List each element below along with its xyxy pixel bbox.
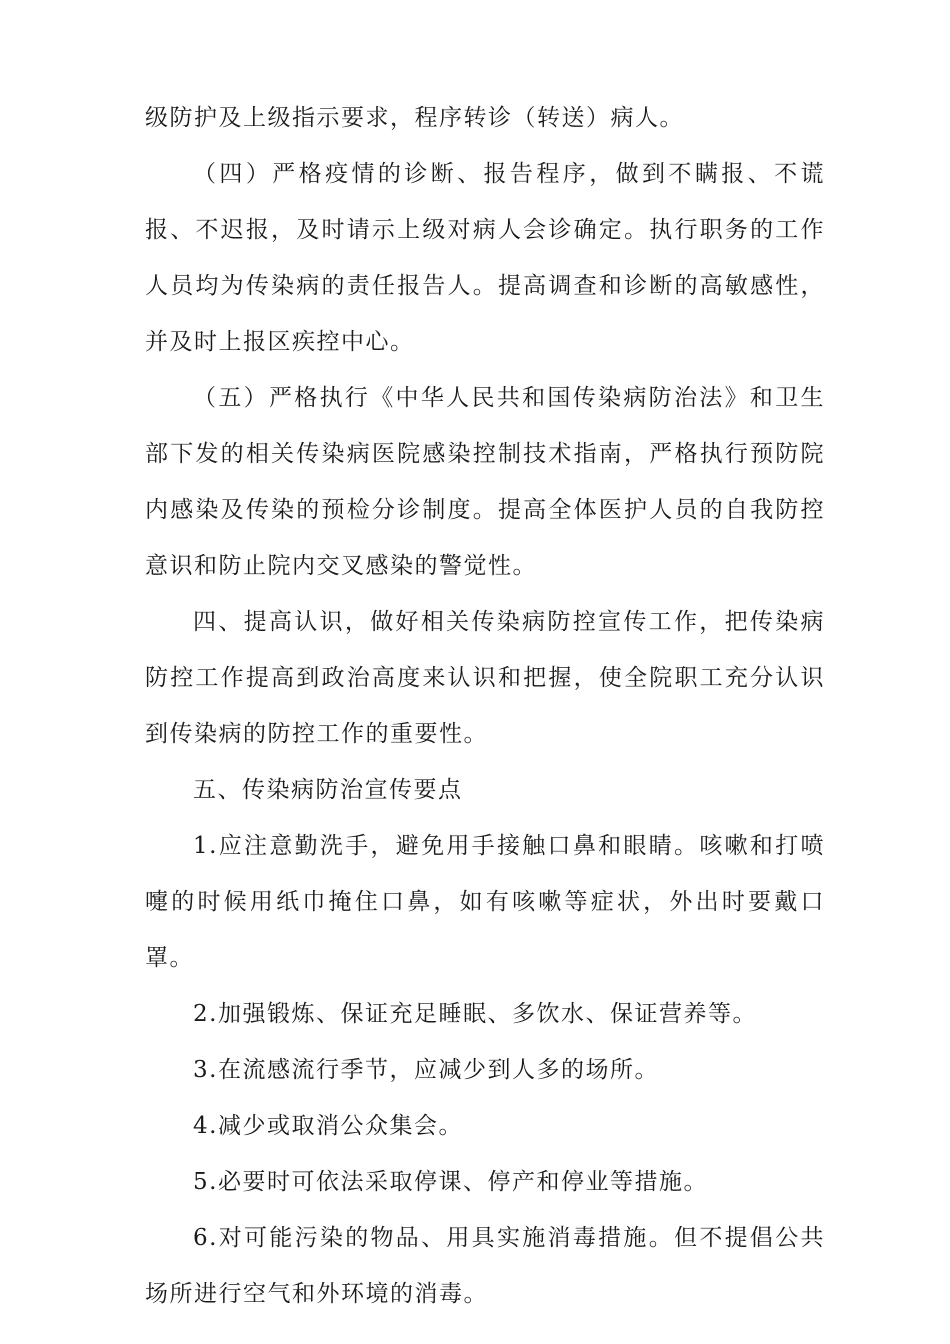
document-body bbox=[145, 90, 825, 1322]
list-item-2: 2.加强锻炼、保证充足睡眠、多饮水、保证营养等。 bbox=[193, 1001, 757, 1027]
paragraph-item-4: （四）严格疫情的诊断、报告程序，做到不瞒报、不谎报、不迟报，及时请示上级对病人会诊确定。执行职务的工作人员均为传染病的责任报告人。提高调查和诊断的高敏感性，并及时上报区疾控中心。 bbox=[145, 161, 825, 355]
paragraph-item-5: （五）严格执行《中华人民共和国传染病防治法》和卫生部下发的相关传染病医院感染控制技术指南，严格执行预防院内感染及传染的预检分诊制度。提高全体医护人员的自我防控意识和防止院内交叉感染的警觉性。 bbox=[145, 385, 825, 579]
list-item-6: 6.对可能污染的物品、用具实施消毒措施。但不提倡公共场所进行空气和外环境的消毒。 bbox=[145, 1225, 825, 1307]
list-item-5: 5.必要时可依法采取停课、停产和停业等措施。 bbox=[193, 1169, 708, 1195]
list-item-3: 3.在流感流行季节，应减少到人多的场所。 bbox=[193, 1057, 659, 1083]
list-item-4: 4.减少或取消公众集会。 bbox=[193, 1113, 463, 1139]
list-item-1: 1.应注意勤洗手，避免用手接触口鼻和眼睛。咳嗽和打喷嚏的时候用纸巾掩住口鼻，如有咳嗽等症状，外出时要戴口罩。 bbox=[145, 833, 825, 971]
paragraph-continuation: 级防护及上级指示要求，程序转诊（转送）病人。 bbox=[145, 105, 684, 131]
section-heading-5: 五、传染病防治宣传要点 bbox=[193, 777, 463, 803]
paragraph-section-4: 四、提高认识，做好相关传染病防控宣传工作，把传染病防控工作提高到政治高度来认识和把握，使全院职工充分认识到传染病的防控工作的重要性。 bbox=[145, 609, 825, 747]
